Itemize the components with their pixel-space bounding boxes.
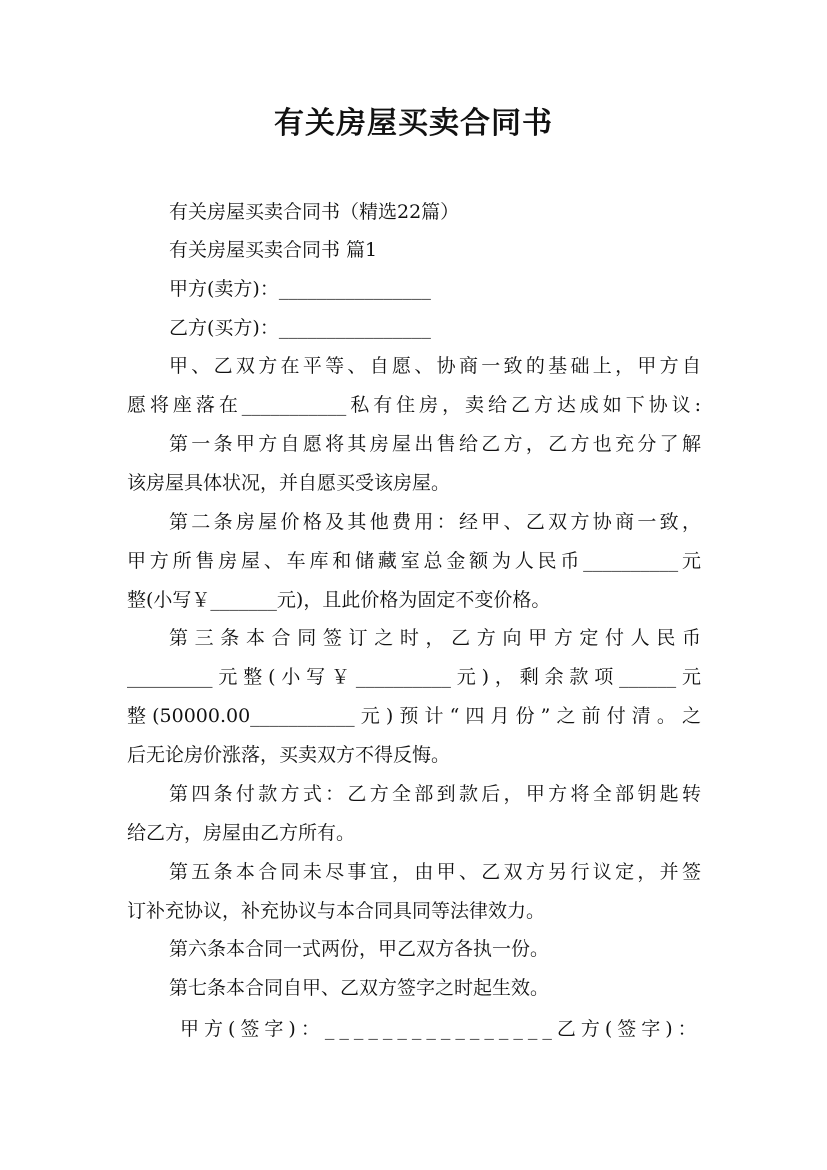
clause-4-line: 给乙方，房屋由乙方所有。: [127, 822, 356, 844]
paragraph-line: 甲、乙双方在平等、自愿、协商一致的基础上，甲方自: [169, 355, 701, 377]
clause-5-line: 第五条本合同未尽事宜，由甲、乙双方另行议定，并签: [169, 861, 701, 883]
paragraph-line: 愿将座落在___________私有住房，卖给乙方达成如下协议:: [127, 394, 701, 416]
clause-3-line: 后无论房价涨落，买卖双方不得反悔。: [127, 744, 451, 766]
section-heading: 有关房屋买卖合同书 篇1: [169, 239, 378, 261]
clause-3-line: 整(50000.00___________元)预计“四月份”之前付清。之: [127, 705, 701, 727]
document-title: 有关房屋买卖合同书: [274, 106, 553, 141]
clause-2-line: 整(小写￥_______元)，且此价格为固定不变价格。: [127, 589, 551, 611]
clause-1-line: 该房屋具体状况，并自愿买受该房屋。: [127, 472, 451, 494]
clause-1-line: 第一条甲方自愿将其房屋出售给乙方，乙方也充分了解: [169, 433, 701, 455]
clause-3-line: _________元整(小写￥__________元)，剩余款项______元: [127, 666, 701, 688]
clause-6-line: 第六条本合同一式两份，甲乙双方各执一份。: [169, 938, 550, 960]
clause-2-line: 甲方所售房屋、车库和储藏室总金额为人民币__________元: [127, 550, 701, 572]
signature-line: 甲方(签字)：________________乙方(签字)：: [180, 1018, 702, 1040]
clause-3-line: 第三条本合同签订之时，乙方向甲方定付人民币: [169, 627, 701, 649]
clause-7-line: 第七条本合同自甲、乙双方签字之时起生效。: [169, 977, 550, 999]
clause-4-line: 第四条付款方式：乙方全部到款后，甲方将全部钥匙转: [169, 783, 701, 805]
party-a-seller-line: 甲方(卖方)：________________: [169, 278, 431, 300]
subtitle-line: 有关房屋买卖合同书（精选22篇）: [169, 201, 460, 223]
party-b-buyer-line: 乙方(买方)：________________: [169, 317, 431, 339]
clause-5-line: 订补充协议，补充协议与本合同具同等法律效力。: [127, 900, 546, 922]
clause-2-line: 第二条房屋价格及其他费用：经甲、乙双方协商一致，: [169, 511, 701, 533]
